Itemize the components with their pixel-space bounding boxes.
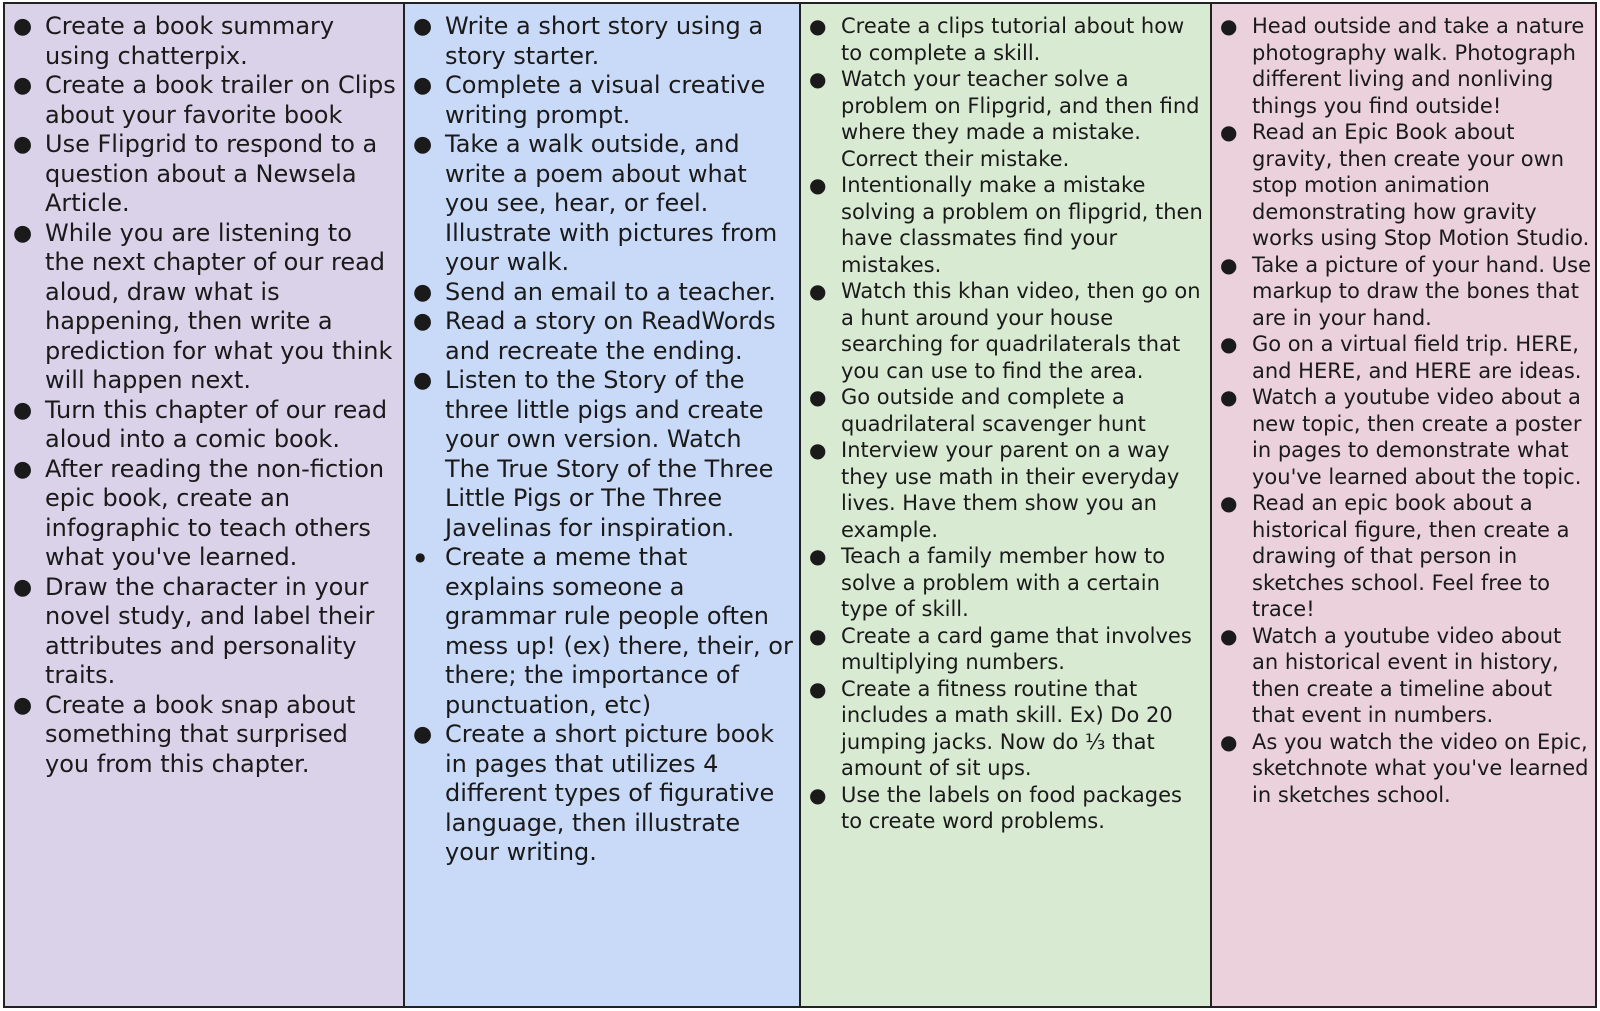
bullet-icon: ● bbox=[1220, 729, 1238, 754]
list-item: ● Create a book snap about something that surprised you from this chapter. bbox=[13, 690, 356, 778]
bullet-icon: ● bbox=[809, 67, 827, 91]
activity-list bbox=[801, 4, 1210, 835]
bullet-icon: ● bbox=[1220, 332, 1238, 356]
list-item: ● Take a picture of your hand. Use markup to draw the bones that are in your hand. bbox=[1220, 252, 1592, 330]
column-2 bbox=[405, 4, 801, 1006]
bullet-icon: ● bbox=[413, 309, 433, 334]
list-item: ● Teach a family member how to solve a problem with a certain type of skill. bbox=[809, 544, 1166, 621]
list-item: ● Intentionally make a mistake solving a problem on flipgrid, then have classmates find your mistakes. bbox=[809, 173, 1203, 277]
list-item: ● Watch a youtube video about an historical event in history, then create a timeline about that event in numbers. bbox=[1220, 623, 1562, 727]
list-item: ● Take a walk outside, and write a poem about what you see, hear, or feel. Illustrate with pictures from your walk. bbox=[413, 130, 778, 276]
bullet-icon: ● bbox=[809, 279, 827, 303]
list-item: ● Listen to the Story of the three little pigs and create your own version. Watch The True Story of the Three Little Pigs or The Three Javelinas for inspiration. bbox=[413, 366, 774, 542]
bullet-icon: ● bbox=[413, 14, 433, 39]
list-item: ● Write a short story using a story starter. bbox=[413, 12, 764, 70]
list-item: ● Create a short picture book in pages that utilizes 4 different types of figurative language, then illustrate your writing. bbox=[413, 720, 775, 866]
bullet-icon: ● bbox=[809, 623, 827, 648]
list-item: ● Complete a visual creative writing prompt. bbox=[413, 71, 766, 129]
list-item: ● Create a card game that involves multiplying numbers. bbox=[809, 623, 1192, 674]
bullet-icon: ● bbox=[13, 14, 33, 39]
bullet-icon: ● bbox=[1220, 385, 1238, 409]
bullet-icon: ● bbox=[809, 676, 827, 701]
bullet-icon: ● bbox=[413, 368, 433, 393]
bullet-icon: ● bbox=[13, 132, 33, 157]
bullet-icon: ● bbox=[415, 550, 426, 564]
list-item: ● Send an email to a teacher. bbox=[413, 277, 776, 306]
bullet-icon: ● bbox=[1220, 252, 1238, 277]
bullet-icon: ● bbox=[1220, 14, 1238, 38]
bullet-icon: ● bbox=[413, 73, 433, 98]
bullet-icon: ● bbox=[809, 782, 827, 807]
bullet-icon: ● bbox=[13, 574, 33, 600]
bullet-icon: ● bbox=[413, 722, 433, 747]
column-3 bbox=[801, 4, 1212, 1006]
activity-list bbox=[405, 4, 799, 868]
bullet-icon: ● bbox=[809, 438, 827, 462]
list-item: ● Create a fitness routine that includes a math skill. Ex) Do 20 jumping jacks. Now do ⅓ that amount of sit ups. bbox=[809, 676, 1173, 780]
activity-list bbox=[5, 4, 403, 779]
list-item: ● While you are listening to the next chapter of our read aloud, draw what is happening, then write a prediction for what you think will happen next. bbox=[13, 218, 393, 394]
bullet-icon: ● bbox=[1220, 120, 1238, 144]
activity-choice-board bbox=[3, 2, 1597, 1008]
column-4 bbox=[1212, 4, 1595, 1006]
activity-list bbox=[1212, 4, 1595, 808]
list-item: ● Head outside and take a nature photography walk. Photograph different living and nonliving things you find outside! bbox=[1220, 14, 1585, 118]
bullet-icon: ● bbox=[13, 692, 33, 718]
bullet-icon: ● bbox=[13, 397, 33, 423]
list-item: ● Read an Epic Book about gravity, then create your own stop motion animation demonstrating how gravity works using Stop Motion Studio. bbox=[1220, 120, 1590, 250]
list-item: ● Turn this chapter of our read aloud into a comic book. bbox=[13, 395, 388, 453]
bullet-icon: ● bbox=[413, 132, 433, 157]
list-item: ● Watch your teacher solve a problem on Flipgrid, and then find where they made a mistake. Correct their mistake. bbox=[809, 67, 1200, 171]
bullet-icon: ● bbox=[809, 14, 827, 38]
list-item: ● Create a book summary using chatterpix. bbox=[13, 12, 335, 70]
bullet-icon: ● bbox=[13, 220, 33, 246]
list-item: ● As you watch the video on Epic, sketchnote what you've learned in sketches school. bbox=[1220, 729, 1589, 807]
list-item: ● Go outside and complete a quadrilateral scavenger hunt bbox=[809, 385, 1146, 436]
list-item: ● Draw the character in your novel study, and label their attributes and personality traits. bbox=[13, 572, 375, 689]
bullet-icon: ● bbox=[809, 544, 827, 568]
bullet-icon: ● bbox=[809, 385, 827, 409]
list-item: ● Create a clips tutorial about how to complete a skill. bbox=[809, 14, 1185, 65]
bullet-icon: ● bbox=[13, 456, 33, 482]
list-item: ● Create a meme that explains someone a grammar rule people often mess up! (ex) there, their, or there; the importance of punctuation, etc) bbox=[415, 543, 793, 719]
list-item: ● Read an epic book about a historical figure, then create a drawing of that person in sketches school. Feel free to trace! bbox=[1220, 491, 1570, 621]
column-1 bbox=[5, 4, 405, 1006]
list-item: ● Watch a youtube video about a new topic, then create a poster in pages to demonstrate what you've learned about the topic. bbox=[1220, 385, 1582, 489]
list-item: ● Read a story on ReadWords and recreate the ending. bbox=[413, 307, 776, 365]
list-item: ● Create a book trailer on Clips about your favorite book bbox=[13, 71, 396, 129]
list-item: ● Go on a virtual field trip. HERE, and HERE, and HERE are ideas. bbox=[1220, 332, 1582, 383]
list-item: ● After reading the non-fiction epic book, create an infographic to teach others what you've learned. bbox=[13, 454, 385, 571]
bullet-icon: ● bbox=[1220, 491, 1238, 515]
bullet-icon: ● bbox=[13, 73, 33, 98]
bullet-icon: ● bbox=[413, 279, 433, 305]
bullet-icon: ● bbox=[1220, 623, 1238, 648]
list-item: ● Use Flipgrid to respond to a question about a Newsela Article. bbox=[13, 130, 378, 217]
list-item: ● Use the labels on food packages to create word problems. bbox=[809, 782, 1182, 833]
list-item: ● Interview your parent on a way they use math in their everyday lives. Have them show you an example. bbox=[809, 438, 1180, 542]
list-item: ● Watch this khan video, then go on a hunt around your house searching for quadrilaterals that you can use to find the area. bbox=[809, 279, 1201, 383]
bullet-icon: ● bbox=[809, 173, 827, 197]
